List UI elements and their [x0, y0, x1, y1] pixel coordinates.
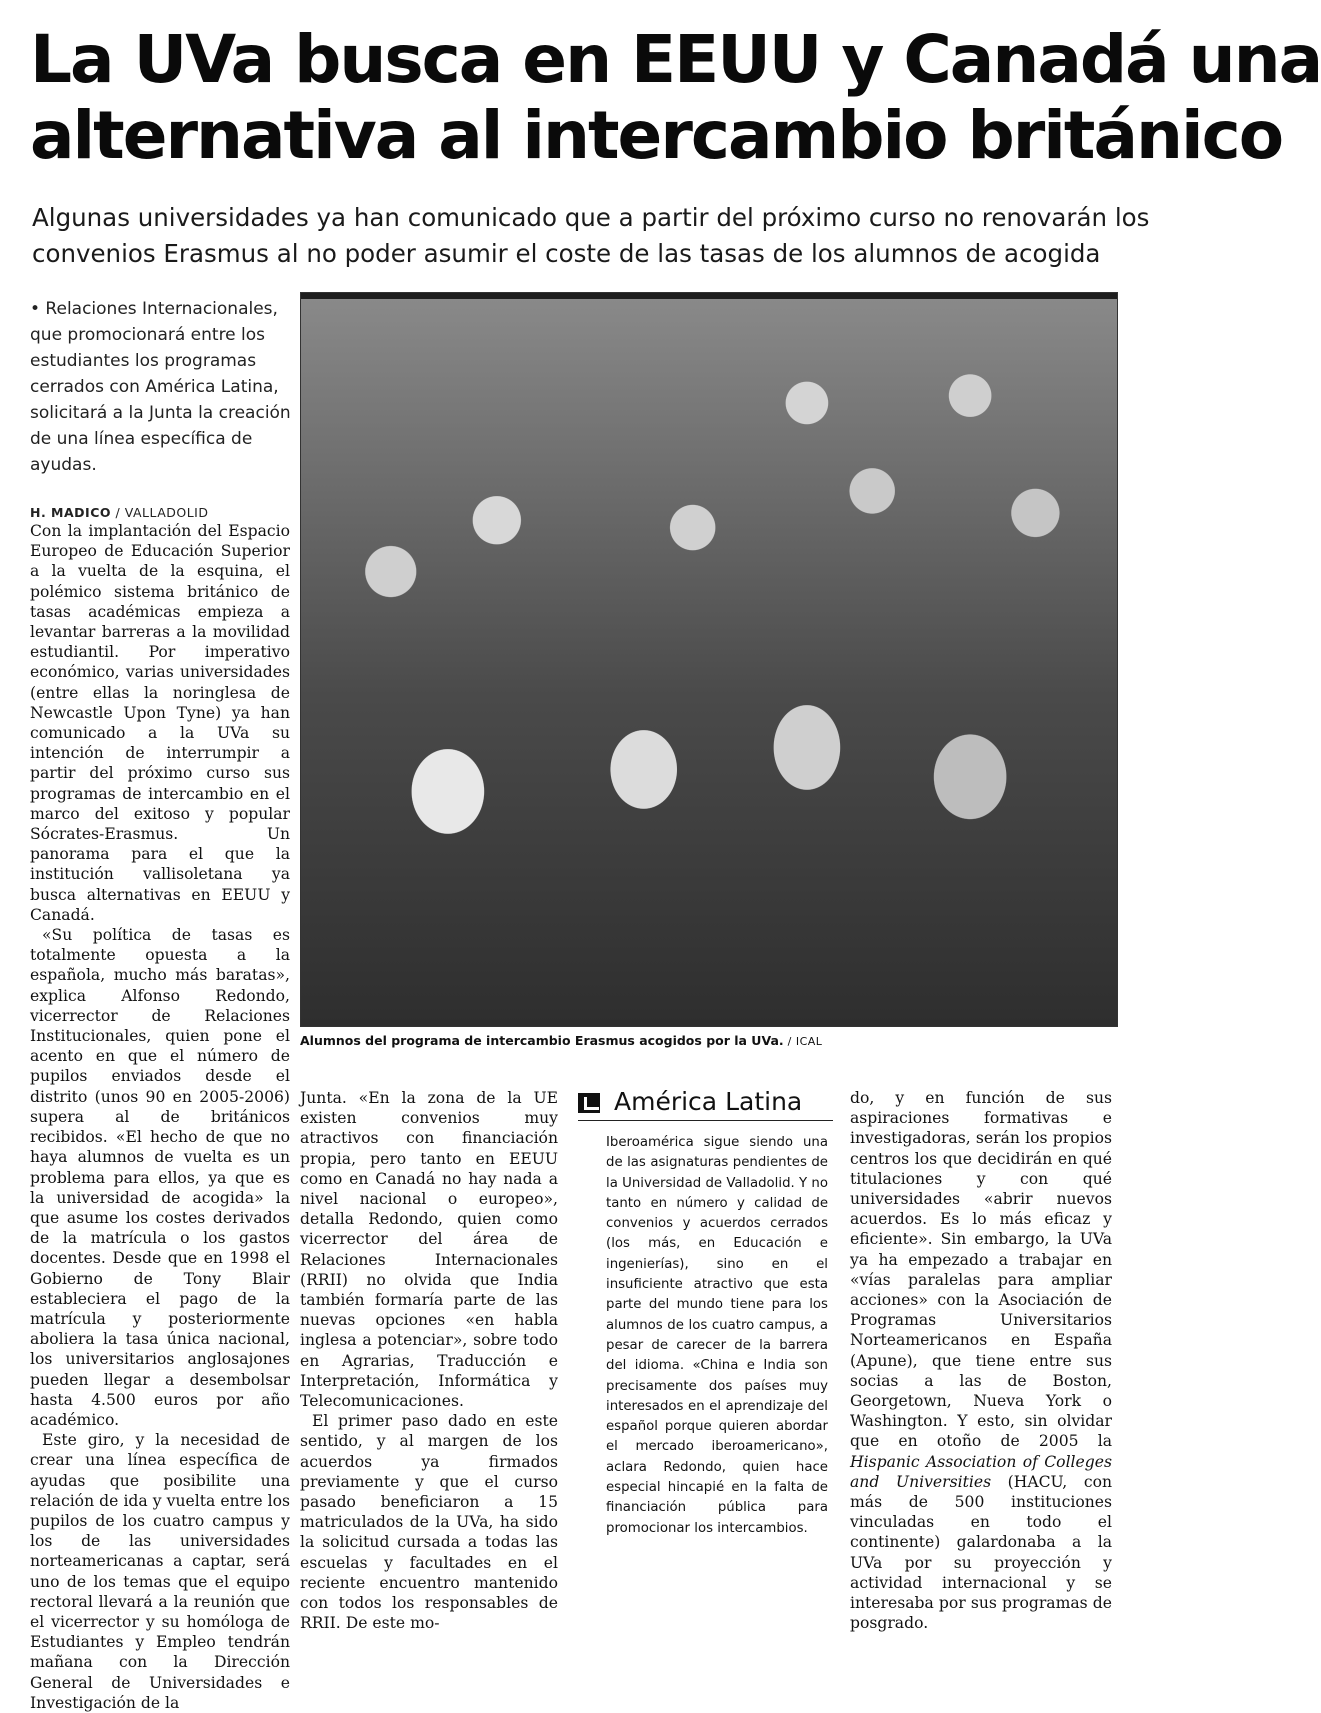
headline-line-1: La UVa busca en EEUU y Canadá una: [30, 21, 1321, 98]
paragraph: Junta. «En la zona de la UE existen convenios muy atractivos con financiación propia, pero tanto en EEUU como en Canadá no hay nada a nivel nacional o europeo», detalla Redondo, quien como vicerrector del área de Relaciones Internacionales (RRII) no olvida que India también formaría parte de las nuevas opciones «en habla inglesa a potenciar», sobre todo en Agrarias, Traducción e Interpretación, Informática y Telecomunicaciones.: [300, 1089, 558, 1411]
sidebar-body: Iberoamérica sigue siendo una de las asignaturas pendientes de la Universidad de Valladolid. Y no tanto en número y calidad de convenios y acuerdos cerrados (los más, en Educación e ingenierías), sino en el insuficiente atractivo que esta parte del mundo tiene para los alumnos de los cuatro campus, a pesar de carecer de la barrera del idioma. «China e India son precisamente dos países muy interesados en el aprendizaje del español porque quieren abordar el mercado iberoamericano», aclara Redondo, quien hace especial hincapié en la falta de financiación pública para promocionar los intercambios.: [606, 1135, 828, 1536]
photo-credit: / ICAL: [783, 1035, 823, 1048]
sidebar-title: América Latina: [614, 1087, 803, 1116]
headline: [30, 21, 1321, 174]
caption-text: Alumnos del programa de intercambio Erasmus acogidos por la UVa.: [300, 1033, 784, 1048]
sidebar-box: [606, 1133, 828, 1539]
paragraph: [850, 1088, 1112, 1633]
photo-background-rail: [301, 293, 1117, 299]
section-corner-icon: [578, 1093, 600, 1113]
byline-separator: /: [111, 505, 125, 520]
lede-summary: • Relaciones Internacionales, que promocionará entre los estudiantes los programas cerrados con América Latina, solicitará a la Junta la creación de una línea específica de ayudas.: [30, 299, 291, 475]
text-run: do, y en función de sus aspiraciones formativas e investigadoras, serán los propios centros los que decidirán en qué titulaciones y con qué universidades «abrir nuevos acuerdos. Es lo más eficaz y eficiente». Sin embargo, la UVa ya ha empezado a trabajar en «vías paralelas para ampliar acciones» con la Asociación de Programas Universitarios Norteamericanos en España (Apune), que tiene entre sus socias a las de Boston, Georgetown, Nueva York o Washington. Y esto, sin olvidar que en otoño de 2005 la: [850, 1089, 1112, 1451]
byline-author: H. MADICO: [30, 505, 112, 520]
subheadline: [32, 200, 1152, 272]
column-2: [300, 1088, 558, 1633]
article-photo: [300, 292, 1118, 1027]
byline-place: VALLADOLID: [124, 505, 209, 520]
subheadline-line-2: convenios Erasmus al no poder asumir el coste de las tasas de los alumnos de acogida: [32, 239, 1101, 268]
sidebar-header: [578, 1087, 833, 1121]
headline-line-2: alternativa al intercambio británico: [30, 97, 1283, 174]
paragraph: Este giro, y la necesidad de crear una línea específica de ayudas que posibilite una relación de ida y vuelta entre los pupilos de los cuatro campus y los de las universidades norteamericanas a captar, será uno de los temas que el equipo rectoral llevará a la reunión que el vicerrector y su homóloga de Estudiantes y Empleo tendrán mañana con la Dirección General de Universidades e Investigación de la: [30, 1431, 290, 1712]
subheadline-line-1: Algunas universidades ya han comunicado que a partir del próximo curso no renovarán los: [32, 203, 1150, 232]
text-run: (HACU, con más de 500 instituciones vinculadas en todo el continente) galardonaba a la UVa por su proyección y actividad internacional y se interesaba por sus programas de posgrado.: [850, 1472, 1113, 1633]
photo-caption: [300, 1033, 1120, 1048]
column-1: [30, 521, 290, 1713]
text-run-italic: Hispanic Association of Colleges and Universities: [850, 1452, 1112, 1491]
paragraph: El primer paso dado en este sentido, y al margen de los acuerdos ya firmados previamente y que el curso pasado beneficiaron a 15 matriculados de la UVa, ha sido la solicitud cursada a todas las escuelas y facultades en el reciente encuentro mantenido con todos los responsables de RRII. De este mo-: [300, 1412, 558, 1633]
paragraph: Con la implantación del Espacio Europeo de Educación Superior a la vuelta de la esquina, el polémico sistema británico de tasas académicas empieza a levantar barreras a la movilidad estudiantil. Por imperativo económico, varias universidades (entre ellas la noringlesa de Newcastle Upon Tyne) ya han comunicado a la UVa su intención de interrumpir a partir del próximo curso sus programas de intercambio en el marco del exitoso y popular Sócrates-Erasmus. Un panorama para el que la institución vallisoletana ya busca alternativas en EEUU y Canadá.: [30, 522, 290, 924]
paragraph: «Su política de tasas es totalmente opuesta a la española, mucho más baratas», explica Alfonso Redondo, vicerrector de Relaciones Institucionales, quien pone el acento en que el número de pupilos enviados desde el distrito (unos 90 en 2005-2006) supera al de británicos recibidos. «El hecho de que no haya alumnos de vuelta es un problema para ellos, ya que es la universidad de acogida» la que asume los costes derivados de la matrícula o los gastos docentes. Desde que en 1998 el Gobierno de Tony Blair estableciera el pago de la matrícula y posteriormente aboliera la tasa única nacional, los universitarios anglosajones pueden llegar a desembolsar hasta 4.500 euros por año académico.: [30, 926, 290, 1429]
column-4: [850, 1088, 1112, 1633]
byline: [30, 505, 209, 520]
